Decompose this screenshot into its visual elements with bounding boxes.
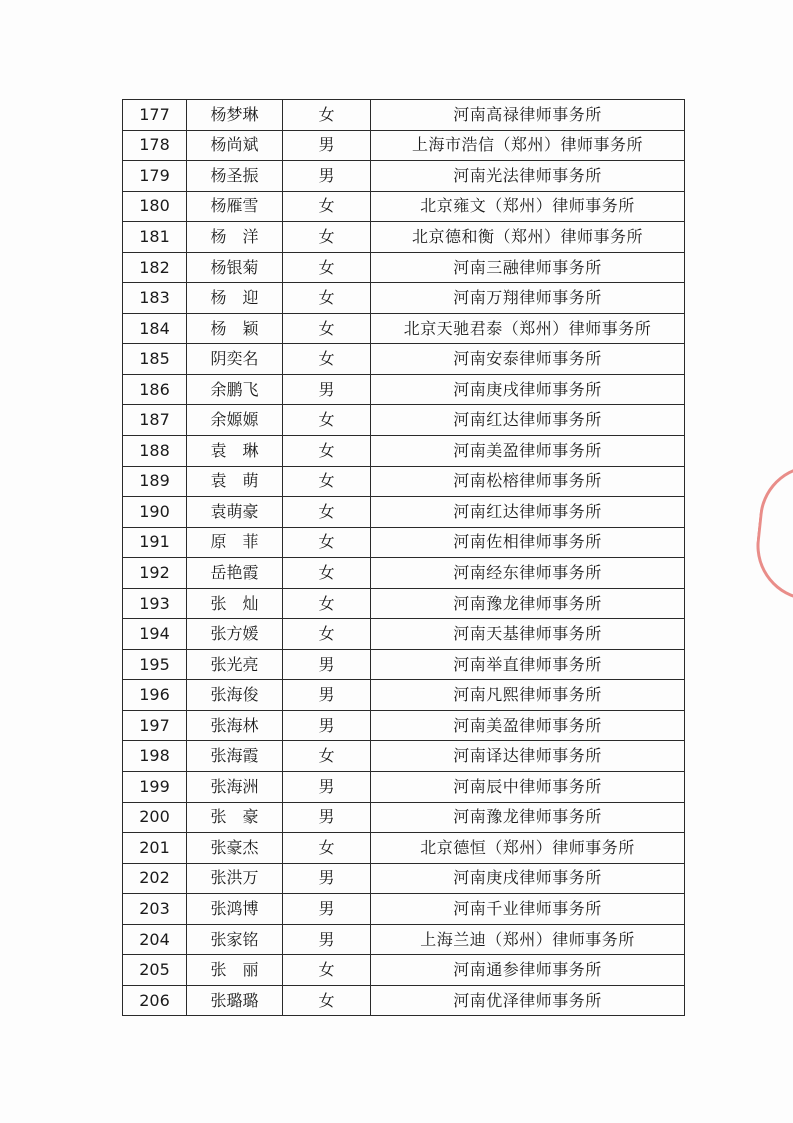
law-firm-cell: 河南高禄律师事务所: [371, 100, 685, 131]
name-cell: 岳艳霞: [187, 558, 283, 589]
table-row: [123, 588, 685, 619]
table-row: [123, 955, 685, 986]
gender-cell: 男: [283, 772, 371, 803]
name-cell: 张 丽: [187, 955, 283, 986]
law-firm-cell: 河南美盈律师事务所: [371, 710, 685, 741]
row-number-cell: 188: [123, 436, 187, 467]
table-row: [123, 833, 685, 864]
table-row: [123, 436, 685, 467]
law-firm-cell: 河南红达律师事务所: [371, 497, 685, 528]
table-row: [123, 680, 685, 711]
row-number-cell: 179: [123, 161, 187, 192]
law-firm-cell: 河南三融律师事务所: [371, 252, 685, 283]
law-firm-cell: 北京德和衡（郑州）律师事务所: [371, 222, 685, 253]
gender-cell: 男: [283, 374, 371, 405]
gender-cell: 女: [283, 955, 371, 986]
row-number-cell: 184: [123, 313, 187, 344]
gender-cell: 女: [283, 252, 371, 283]
gender-cell: 女: [283, 497, 371, 528]
table-row: [123, 191, 685, 222]
gender-cell: 男: [283, 802, 371, 833]
gender-cell: 女: [283, 100, 371, 131]
name-cell: 张鸿博: [187, 894, 283, 925]
name-cell: 杨梦琳: [187, 100, 283, 131]
row-number-cell: 180: [123, 191, 187, 222]
gender-cell: 女: [283, 344, 371, 375]
row-number-cell: 199: [123, 772, 187, 803]
gender-cell: 男: [283, 130, 371, 161]
gender-cell: 男: [283, 863, 371, 894]
law-firm-cell: 河南庚戌律师事务所: [371, 374, 685, 405]
name-cell: 袁萌豪: [187, 497, 283, 528]
row-number-cell: 190: [123, 497, 187, 528]
gender-cell: 女: [283, 405, 371, 436]
name-cell: 杨 迎: [187, 283, 283, 314]
row-number-cell: 194: [123, 619, 187, 650]
law-firm-cell: 河南松榕律师事务所: [371, 466, 685, 497]
table-row: [123, 466, 685, 497]
law-firm-cell: 河南天基律师事务所: [371, 619, 685, 650]
law-firm-cell: 上海市浩信（郑州）律师事务所: [371, 130, 685, 161]
row-number-cell: 182: [123, 252, 187, 283]
table-row: [123, 649, 685, 680]
name-cell: 杨 颖: [187, 313, 283, 344]
name-cell: 张璐璐: [187, 985, 283, 1016]
row-number-cell: 192: [123, 558, 187, 589]
red-seal-stamp: [751, 459, 793, 600]
table-row: [123, 619, 685, 650]
name-cell: 杨 洋: [187, 222, 283, 253]
gender-cell: 女: [283, 466, 371, 497]
row-number-cell: 196: [123, 680, 187, 711]
name-cell: 张家铭: [187, 924, 283, 955]
name-cell: 张 豪: [187, 802, 283, 833]
name-cell: 余鹏飞: [187, 374, 283, 405]
gender-cell: 男: [283, 894, 371, 925]
name-cell: 张方媛: [187, 619, 283, 650]
row-number-cell: 205: [123, 955, 187, 986]
gender-cell: 男: [283, 649, 371, 680]
law-firm-cell: 北京天驰君泰（郑州）律师事务所: [371, 313, 685, 344]
row-number-cell: 202: [123, 863, 187, 894]
name-cell: 袁 琳: [187, 436, 283, 467]
table-row: [123, 374, 685, 405]
gender-cell: 男: [283, 680, 371, 711]
table-row: [123, 497, 685, 528]
gender-cell: 女: [283, 527, 371, 558]
row-number-cell: 200: [123, 802, 187, 833]
row-number-cell: 185: [123, 344, 187, 375]
table-row: [123, 894, 685, 925]
gender-cell: 男: [283, 710, 371, 741]
table-row: [123, 252, 685, 283]
gender-cell: 女: [283, 436, 371, 467]
row-number-cell: 204: [123, 924, 187, 955]
table-row: [123, 710, 685, 741]
gender-cell: 男: [283, 924, 371, 955]
name-cell: 阴奕名: [187, 344, 283, 375]
gender-cell: 女: [283, 985, 371, 1016]
gender-cell: 女: [283, 558, 371, 589]
gender-cell: 女: [283, 588, 371, 619]
name-cell: 张海林: [187, 710, 283, 741]
roster-body: [123, 100, 685, 1016]
law-firm-cell: 北京德恒（郑州）律师事务所: [371, 833, 685, 864]
gender-cell: 女: [283, 191, 371, 222]
gender-cell: 女: [283, 283, 371, 314]
law-firm-cell: 河南举直律师事务所: [371, 649, 685, 680]
law-firm-cell: 河南辰中律师事务所: [371, 772, 685, 803]
row-number-cell: 187: [123, 405, 187, 436]
name-cell: 张海俊: [187, 680, 283, 711]
law-firm-cell: 河南红达律师事务所: [371, 405, 685, 436]
table-row: [123, 527, 685, 558]
name-cell: 杨圣振: [187, 161, 283, 192]
lawyer-roster-table: [122, 99, 685, 1016]
table-row: [123, 313, 685, 344]
name-cell: 张海霞: [187, 741, 283, 772]
gender-cell: 女: [283, 222, 371, 253]
table-row: [123, 741, 685, 772]
law-firm-cell: 河南佐相律师事务所: [371, 527, 685, 558]
law-firm-cell: 河南万翔律师事务所: [371, 283, 685, 314]
law-firm-cell: 河南千业律师事务所: [371, 894, 685, 925]
law-firm-cell: 河南安泰律师事务所: [371, 344, 685, 375]
gender-cell: 女: [283, 833, 371, 864]
name-cell: 张光亮: [187, 649, 283, 680]
row-number-cell: 186: [123, 374, 187, 405]
row-number-cell: 193: [123, 588, 187, 619]
law-firm-cell: 河南经东律师事务所: [371, 558, 685, 589]
table-row: [123, 924, 685, 955]
name-cell: 杨尚斌: [187, 130, 283, 161]
table-row: [123, 558, 685, 589]
row-number-cell: 206: [123, 985, 187, 1016]
law-firm-cell: 河南美盈律师事务所: [371, 436, 685, 467]
law-firm-cell: 河南庚戌律师事务所: [371, 863, 685, 894]
name-cell: 杨雁雪: [187, 191, 283, 222]
row-number-cell: 195: [123, 649, 187, 680]
law-firm-cell: 河南译达律师事务所: [371, 741, 685, 772]
table-row: [123, 772, 685, 803]
law-firm-cell: 河南优泽律师事务所: [371, 985, 685, 1016]
gender-cell: 女: [283, 741, 371, 772]
table-row: [123, 130, 685, 161]
law-firm-cell: 上海兰迪（郑州）律师事务所: [371, 924, 685, 955]
name-cell: 张洪万: [187, 863, 283, 894]
row-number-cell: 191: [123, 527, 187, 558]
table-row: [123, 100, 685, 131]
row-number-cell: 201: [123, 833, 187, 864]
table-row: [123, 161, 685, 192]
name-cell: 袁 萌: [187, 466, 283, 497]
table-row: [123, 283, 685, 314]
name-cell: 余嫄嫄: [187, 405, 283, 436]
table-row: [123, 405, 685, 436]
table-row: [123, 985, 685, 1016]
table-row: [123, 222, 685, 253]
gender-cell: 女: [283, 619, 371, 650]
row-number-cell: 189: [123, 466, 187, 497]
row-number-cell: 197: [123, 710, 187, 741]
law-firm-cell: 北京雍文（郑州）律师事务所: [371, 191, 685, 222]
name-cell: 杨银菊: [187, 252, 283, 283]
name-cell: 张 灿: [187, 588, 283, 619]
row-number-cell: 183: [123, 283, 187, 314]
law-firm-cell: 河南豫龙律师事务所: [371, 802, 685, 833]
table-row: [123, 863, 685, 894]
name-cell: 原 菲: [187, 527, 283, 558]
table-row: [123, 344, 685, 375]
row-number-cell: 203: [123, 894, 187, 925]
gender-cell: 女: [283, 313, 371, 344]
name-cell: 张海洲: [187, 772, 283, 803]
table-row: [123, 802, 685, 833]
row-number-cell: 177: [123, 100, 187, 131]
law-firm-cell: 河南光法律师事务所: [371, 161, 685, 192]
law-firm-cell: 河南豫龙律师事务所: [371, 588, 685, 619]
gender-cell: 男: [283, 161, 371, 192]
law-firm-cell: 河南凡熙律师事务所: [371, 680, 685, 711]
name-cell: 张豪杰: [187, 833, 283, 864]
law-firm-cell: 河南通参律师事务所: [371, 955, 685, 986]
row-number-cell: 178: [123, 130, 187, 161]
row-number-cell: 181: [123, 222, 187, 253]
row-number-cell: 198: [123, 741, 187, 772]
